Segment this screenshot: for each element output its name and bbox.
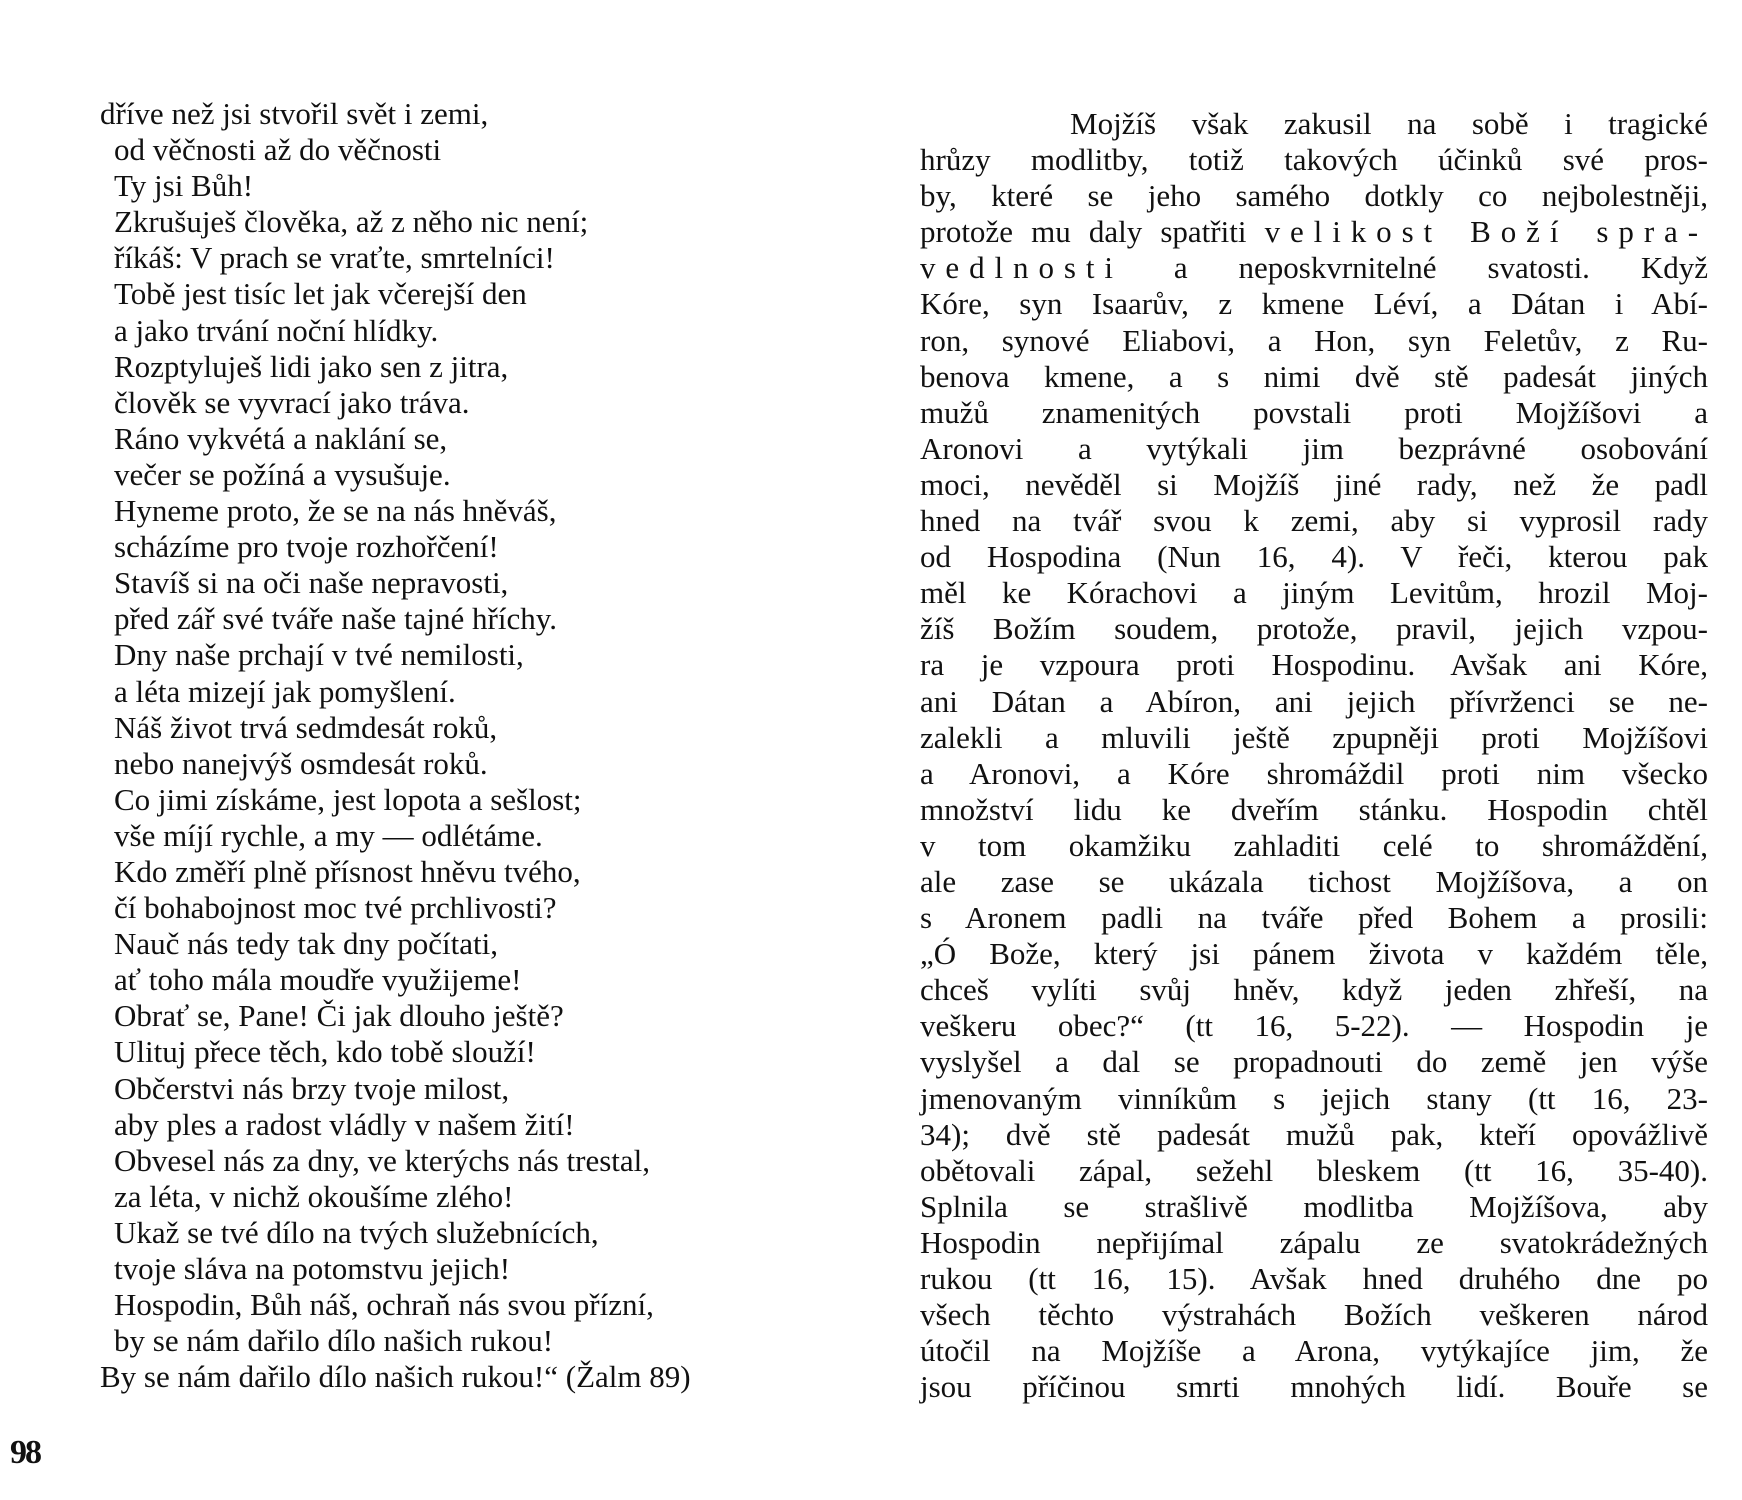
prose-line [920,214,1708,250]
psalm-line: Hyneme proto, že se na nás hněváš, [114,493,557,529]
psalm-line: Dny naše prchají v tvé nemilosti, [114,637,524,673]
prose-line: všech těchto výstrahách Božích veškeren národ [920,1297,1708,1333]
psalm-line: Zkrušuješ člověka, až z něho nic není; [114,204,589,240]
prose-line: obětovali zápal, sežehl bleskem (tt 16, 35-40). [920,1152,1708,1188]
prose-text: a neposkvrnitelné svatosti. Když [1122,250,1708,286]
prose-line: Splnila se strašlivě modlitba Mojžíšova, aby [920,1188,1708,1224]
prose-line: mužů znamenitých povstali proti Mojžíšovi a [920,394,1708,430]
prose-line: s Aronem padli na tváře před Bohem a prosili: [920,900,1708,936]
psalm-line: Náš život trvá sedmdesát roků, [114,709,498,745]
prose-line: měl ke Kórachovi a jiným Levitům, hrozil Moj- [920,575,1708,611]
psalm-line: za léta, v nichž okoušíme zlého! [114,1178,514,1214]
prose-line: zalekli a mluvili ještě zpupněji proti Mojžíšovi [920,719,1708,755]
prose-line: ani Dátan a Abíron, ani jejich přívrženci se ne- [920,683,1708,719]
psalm-line: dříve než jsi stvořil svět i zemi, [100,96,489,131]
psalm-line: nebo nanejvýš osmdesát roků. [114,745,488,781]
psalm-line: Obrať se, Pane! Či jak dlouho ještě? [114,998,564,1034]
prose-line: hned na tvář svou k zemi, aby si vyprosil rady [920,503,1708,539]
prose-line: 34); dvě stě padesát mužů pak, kteří opovážlivě [920,1116,1708,1152]
psalm-line: Tobě jest tisíc let jak včerejší den [114,276,527,312]
prose-line: ale zase se ukázala tichost Mojžíšova, a on [920,863,1708,899]
prose-line: vyslyšel a dal se propadnouti do země jen výše [920,1044,1708,1080]
prose-column [920,106,1708,1405]
psalm-line: a léta mizejí jak pomyšlení. [114,673,456,709]
psalm-column [100,96,840,1395]
psalm-line: Rozptyluješ lidi jako sen z jitra, [114,348,509,384]
prose-line: Hospodin nepřijímal zápalu ze svatokrádežných [920,1224,1708,1260]
prose-line: benova kmene, a s nimi dvě stě padesát jiných [920,358,1708,394]
psalm-line: čí bohabojnost moc tvé prchlivosti? [114,890,557,926]
psalm-line: Ukaž se tvé dílo na tvých služebnících, [114,1214,599,1250]
psalm-line: aby ples a radost vládly v našem žití! [114,1106,575,1142]
prose-line: Mojžíš však zakusil na sobě i tragické [1070,106,1708,141]
psalm-line: Občerstvi nás brzy tvoje milost, [114,1070,510,1106]
psalm-line: Stavíš si na oči naše nepravosti, [114,565,509,601]
psalm-line: by se nám dařilo dílo našich rukou! [114,1323,554,1359]
psalm-line: Co jimi získáme, jest lopota a sešlost; [114,781,582,817]
prose-text: protože mu daly spatřiti [920,214,1265,250]
prose-line: jsou příčinou smrti mnohých lidí. Bouře se [920,1369,1708,1405]
psalm-line: člověk se vyvrací jako tráva. [114,384,470,420]
prose-line: „Ó Bože, který jsi pánem života v každém těle, [920,936,1708,972]
psalm-line: a jako trvání noční hlídky. [114,312,439,348]
prose-line: Aronovi a vytýkali jim bezprávné osobování [920,430,1708,466]
psalm-line: od věčnosti až do věčnosti [114,132,442,168]
psalm-line: Hospodin, Bůh náš, ochraň nás svou přízní, [114,1287,654,1323]
psalm-line: ať toho mála moudře využijeme! [114,962,522,998]
prose-line: ra je vzpoura proti Hospodinu. Avšak ani Kóre, [920,647,1708,683]
psalm-line: Obvesel nás za dny, ve kterýchs nás trestal, [114,1142,651,1178]
psalm-line: Nauč nás tedy tak dny počítati, [114,926,498,962]
psalm-line: Ráno vykvétá a naklání se, [114,420,448,456]
prose-line: rukou (tt 16, 15). Avšak hned druhého dne po [920,1261,1708,1296]
psalm-line: Ty jsi Bůh! [114,168,254,204]
psalm-line: Ulituj přece těch, kdo tobě slouží! [114,1034,536,1070]
prose-line: hrůzy modlitby, totiž takových účinků své pros- [920,142,1708,178]
psalm-line: říkáš: V prach se vraťte, smrtelníci! [114,240,555,276]
prose-line: žíš Božím soudem, protože, pravil, jejich vzpou- [920,611,1708,647]
psalm-line: večer se požíná a vysušuje. [114,456,451,492]
psalm-line: před zář své tváře naše tajné hříchy. [114,601,557,637]
prose-line: by, které se jeho samého dotkly co nejbolestněji, [920,178,1708,214]
psalm-line: Kdo změří plně přísnost hněvu tvého, [114,853,581,889]
prose-line: množství lidu ke dveřím stánku. Hospodin chtěl [920,791,1708,827]
prose-line [920,250,1708,286]
page-number: 98 [10,1434,40,1471]
psalm-line: scházíme pro tvoje rozhořčení! [114,529,499,565]
prose-line: útočil na Mojžíše a Arona, vytýkajíce jim, že [920,1333,1708,1369]
psalm-line: By se nám dařilo dílo našich rukou!“ (Žalm 89) [100,1359,691,1395]
psalm-line: tvoje sláva na potomstvu jejich! [114,1251,511,1286]
prose-line: jmenovaným vinníkům s jejich stany (tt 16, 23- [920,1080,1708,1116]
emphasized-text: velikost Boží spra- [1264,214,1708,250]
prose-line: chceš vylíti svůj hněv, když jeden zhřeší, na [920,972,1708,1008]
prose-line: veškeru obec?“ (tt 16, 5-22). — Hospodin je [920,1008,1708,1044]
prose-line: v tom okamžiku zahladiti celé to shromáždění, [920,827,1708,863]
prose-line: ron, synové Eliabovi, a Hon, syn Feletův, z Ru- [920,322,1708,358]
emphasized-text: vedlnosti [920,250,1123,286]
prose-line: moci, nevěděl si Mojžíš jiné rady, než že padl [920,466,1708,502]
psalm-line: vše míjí rychle, a my — odlétáme. [114,817,543,853]
prose-line: Kóre, syn Isaarův, z kmene Léví, a Dátan i Abí- [920,286,1708,322]
prose-line: od Hospodina (Nun 16, 4). V řeči, kterou pak [920,539,1708,575]
prose-line: a Aronovi, a Kóre shromáždil proti nim všecko [920,755,1708,791]
